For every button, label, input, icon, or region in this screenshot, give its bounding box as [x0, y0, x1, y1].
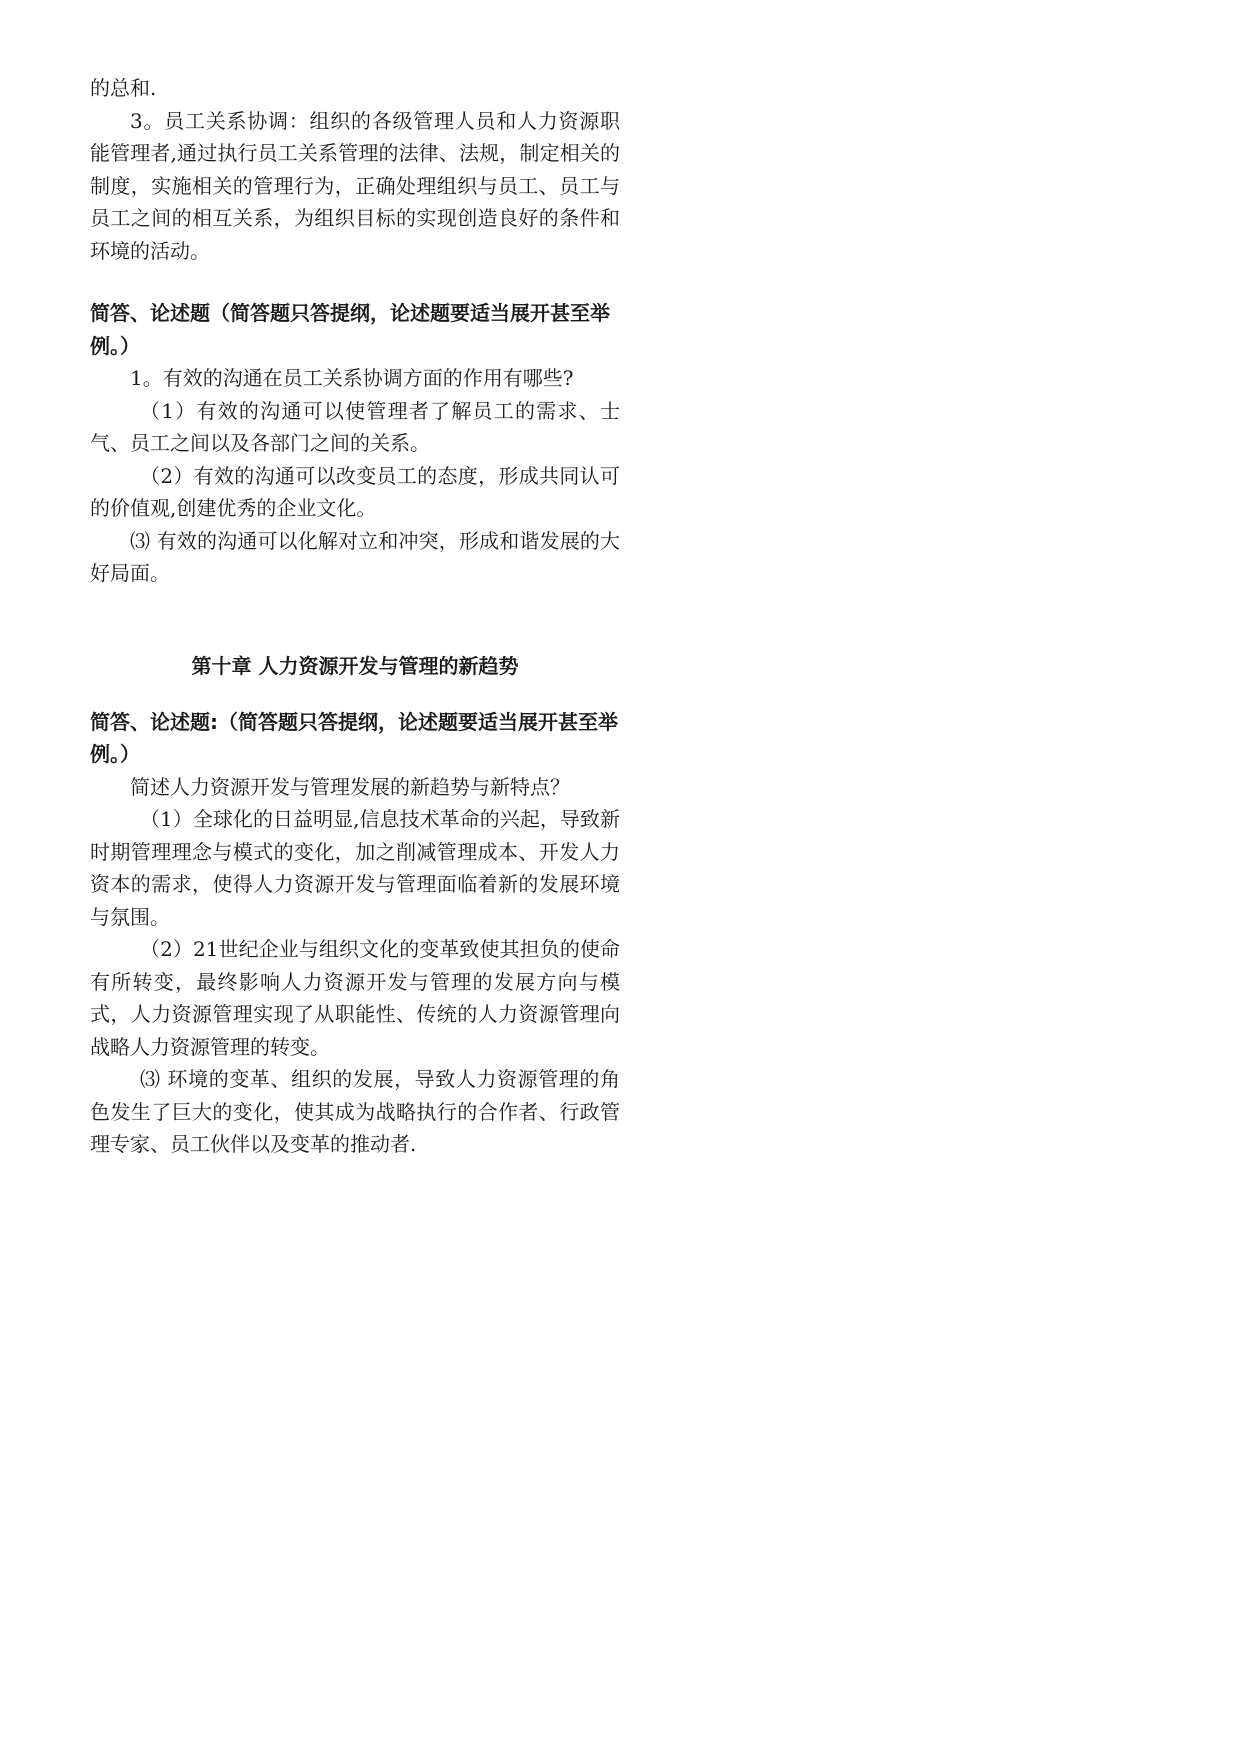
qa-answer-1: （1）有效的沟通可以使管理者了解员工的需求、士气、员工之间以及各部门之间的关系。	[90, 398, 620, 455]
chapter-qa-heading: 简答、论述题:（简答题只答提纲，论述题要适当展开甚至举例。）	[90, 709, 618, 766]
qa-answer-3: ⑶ 有效的沟通可以化解对立和冲突，形成和谐发展的大好局面。	[90, 528, 620, 585]
chapter-title: 第十章 人力资源开发与管理的新趋势	[191, 653, 519, 678]
spacer	[90, 590, 620, 650]
qa-answer-2: （2）有效的沟通可以改变员工的态度，形成共同认可的价值观,创建优秀的企业文化。	[90, 463, 620, 520]
chapter-answer-2: （2）21世纪企业与组织文化的变革致使其担负的使命有所转变，最终影响人力资源开发与管理的发展方向与模式，人力资源管理实现了从职能性、传统的人力资源管理向战略人力资源管理的转变。	[90, 937, 620, 1059]
document-page	[90, 72, 620, 1161]
qa-question: 1。有效的沟通在员工关系协调方面的作用有哪些?	[130, 366, 574, 390]
spacer	[90, 267, 620, 297]
chapter-question: 简述人力资源开发与管理发展的新趋势与新特点？	[130, 774, 570, 799]
chapter-answer-3: ⑶ 环境的变革、组织的发展，导致人力资源管理的角色发生了巨大的变化，使其成为战略执行的合作者、行政管理专家、员工伙伴以及变革的推动者.	[90, 1067, 620, 1156]
paragraph-continuation: 的总和.	[90, 76, 157, 100]
paragraph-employee-relations: 3。员工关系协调：组织的各级管理人员和人力资源职能管理者,通过执行员工关系管理的法律、法规，制定相关的制度，实施相关的管理行为，正确处理组织与员工、员工与员工之间的相互关系，为组织目标的实现创造良好的条件和环境的活动。	[90, 108, 620, 263]
spacer	[90, 682, 620, 706]
chapter-answer-1: （1）全球化的日益明显,信息技术革命的兴起，导致新时期管理理念与模式的变化，加之削减管理成本、开发人力资本的需求，使得人力资源开发与管理面临着新的发展环境与氛围。	[90, 807, 620, 929]
qa-heading: 简答、论述题（简答题只答提纲，论述题要适当展开甚至举例。）	[90, 301, 610, 358]
